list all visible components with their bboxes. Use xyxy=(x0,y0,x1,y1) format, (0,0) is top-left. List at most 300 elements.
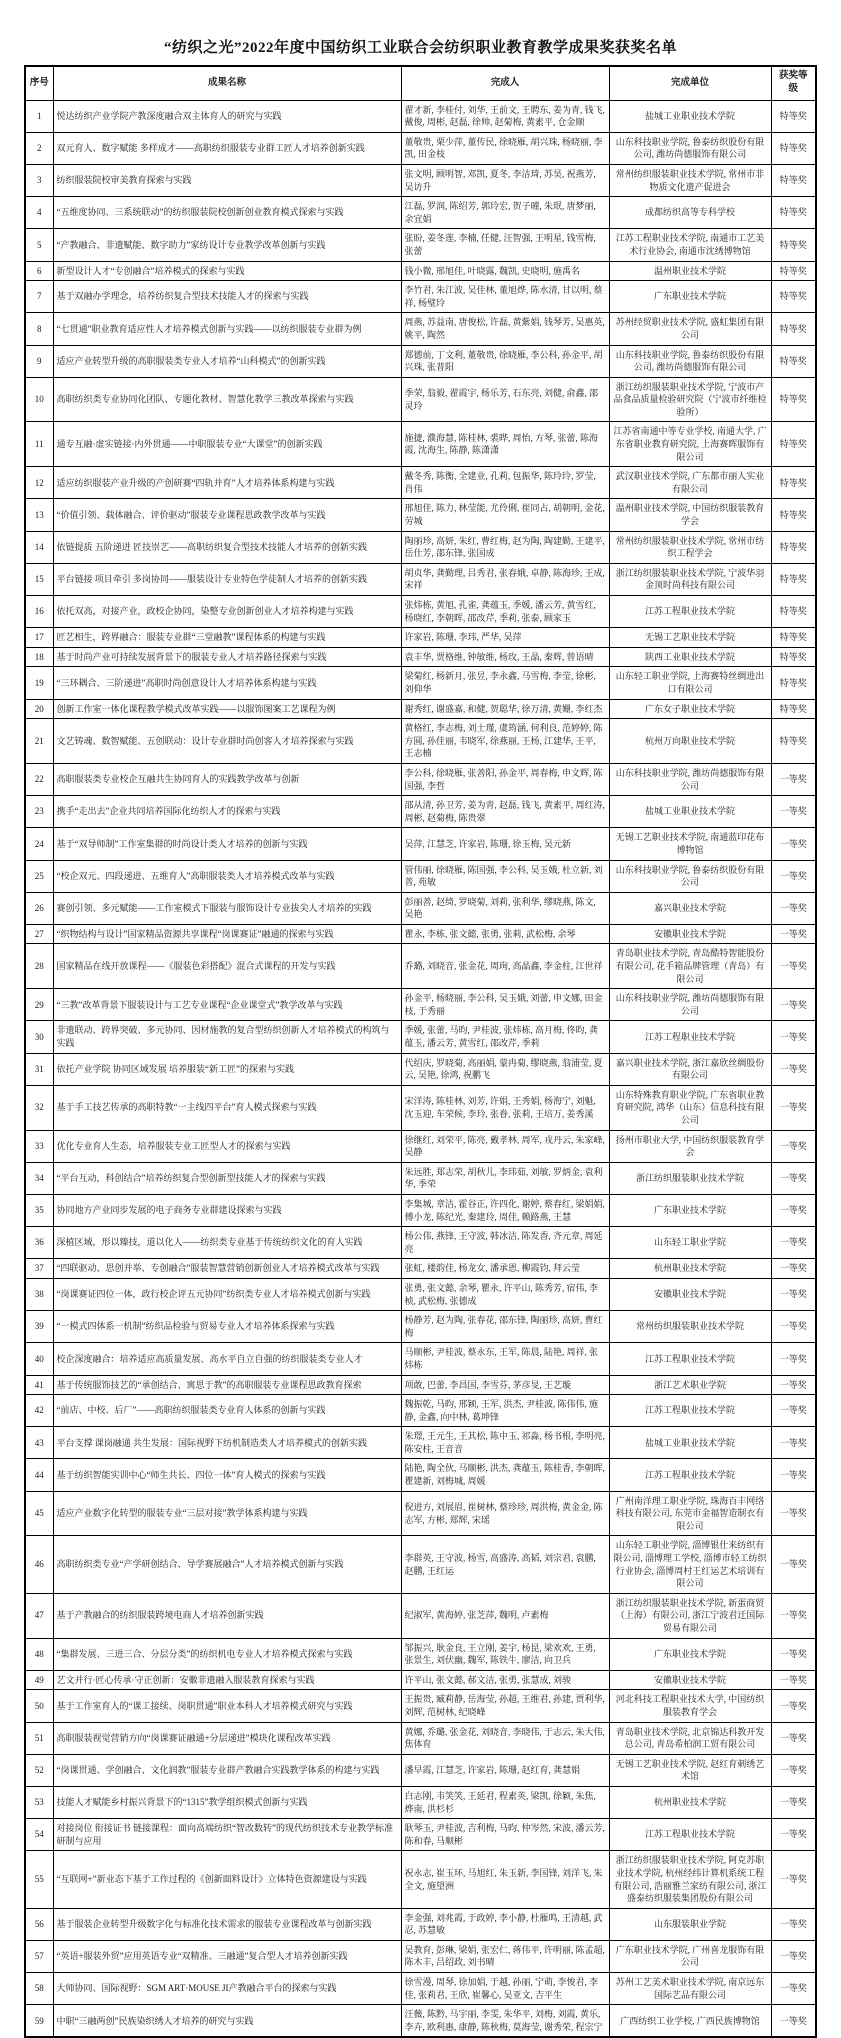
achievement-name-cell: 基于时尚产业可持续发展背景下的服装专业人才培养路径探索与实践 xyxy=(53,647,401,667)
completers-cell: 周燕, 苏益南, 唐俊松, 许磊, 黄紫娟, 钱琴芳, 吴惠英, 姚平, 陶然 xyxy=(401,313,609,345)
table-row xyxy=(25,563,816,595)
achievement-name-cell: 校企深度融合：培养适应高质量发展、高水平自立自强的纺织服装类专业人才 xyxy=(53,1343,401,1375)
completing-unit-cell: 浙江纺织服装职业技术学院, 宁波华羽金顶时尚科技有限公司 xyxy=(609,563,771,595)
completers-cell: 马顺彬, 尹桂波, 蔡永东, 王军, 陈晨, 陆艳, 周祥, 张炜栋 xyxy=(401,1343,609,1375)
award-level-cell: 一等奖 xyxy=(771,2005,816,2038)
table-row xyxy=(25,596,816,628)
awards-table-header xyxy=(25,66,816,100)
award-level-cell: 一等奖 xyxy=(771,944,816,989)
row-number-cell: 27 xyxy=(25,924,53,944)
completing-unit-cell: 广东职业技术学院 xyxy=(609,281,771,313)
completing-unit-cell: 广东职业技术学院, 广州喜龙服饰有限公司 xyxy=(609,1940,771,1972)
completers-cell: 徐继红, 刘荣平, 陈亮, 戴孝林, 周军, 戎丹云, 朱家峰, 吴静 xyxy=(401,1130,609,1162)
table-row xyxy=(25,628,816,648)
award-level-cell: 一等奖 xyxy=(771,1491,816,1536)
row-number-cell: 18 xyxy=(25,647,53,667)
award-level-cell: 一等奖 xyxy=(771,1536,816,1593)
row-number-cell: 55 xyxy=(25,1851,53,1908)
table-row xyxy=(25,531,816,563)
award-level-cell: 特等奖 xyxy=(771,596,816,628)
completing-unit-cell: 山东轻工职业学院 xyxy=(609,1227,771,1259)
completing-unit-cell: 浙江艺术职业学院 xyxy=(609,1375,771,1395)
completing-unit-cell: 常州纺织服装职业技术学院, 常州市纺织工程学会 xyxy=(609,531,771,563)
completers-cell: 魏振乾, 马昀, 邢颖, 王军, 洪杰, 尹桂波, 陈伟伟, 施静, 金鑫, 向中林, 葛坤锋 xyxy=(401,1395,609,1427)
table-row xyxy=(25,989,816,1021)
completing-unit-cell: 广东职业技术学院 xyxy=(609,1194,771,1226)
achievement-name-cell: 基于纺织智能实训中心“师生共长、四位一体”育人模式的探索与实践 xyxy=(53,1459,401,1491)
completing-unit-cell: 无锡工艺职业技术学院, 南通蓝印花布博物馆 xyxy=(609,828,771,860)
row-number-cell: 21 xyxy=(25,719,53,764)
completing-unit-cell: 江苏工程职业技术学院 xyxy=(609,1021,771,1053)
award-level-cell: 一等奖 xyxy=(771,1851,816,1908)
row-number-cell: 16 xyxy=(25,596,53,628)
completing-unit-cell: 常州纺织服装职业技术学院, 常州市非物质文化遗产促进会 xyxy=(609,164,771,196)
achievement-name-cell: 悦达纺织产业学院产教深度融合双主体育人的研究与实践 xyxy=(53,100,401,132)
table-row xyxy=(25,467,816,499)
completers-cell: 施捷, 濮海慧, 陈桂林, 裘晔, 周怡, 方琴, 张蕾, 陈海霞, 沈海生, 陈静, 陈潇潇 xyxy=(401,422,609,467)
achievement-name-cell: 基于双融办学理念，培养纺织复合型技术技能人才的探索与实践 xyxy=(53,281,401,313)
award-level-cell: 一等奖 xyxy=(771,1722,816,1754)
award-level-cell: 一等奖 xyxy=(771,1053,816,1085)
table-row xyxy=(25,1754,816,1786)
completing-unit-cell: 成都纺织高等专科学校 xyxy=(609,197,771,229)
completers-cell: 李集城, 章洁, 霍谷正, 许四化, 谢婷, 蔡春红, 梁娟娟, 傅小龙, 陈纪光, 秦建玲, 周佳, 赖路燕, 王慧 xyxy=(401,1194,609,1226)
row-number-cell: 28 xyxy=(25,944,53,989)
completers-cell: 杨公伟, 燕锋, 王守波, 韩冰洁, 陈发香, 齐元章, 周延亮 xyxy=(401,1227,609,1259)
completers-cell: 孙金平, 杨晓丽, 李公科, 吴玉娥, 刘蕾, 申文娜, 田金枝, 于秀丽 xyxy=(401,989,609,1021)
award-level-cell: 特等奖 xyxy=(771,229,816,261)
row-number-cell: 35 xyxy=(25,1194,53,1226)
table-row xyxy=(25,719,816,764)
award-level-cell: 一等奖 xyxy=(771,1427,816,1459)
table-row xyxy=(25,1690,816,1722)
table-row xyxy=(25,699,816,719)
achievement-name-cell: 双元育人、数字赋能 多样成才——高职纺织服装专业群工匠人才培养创新实践 xyxy=(53,132,401,164)
award-level-cell: 一等奖 xyxy=(771,1754,816,1786)
header-name: 成果名称 xyxy=(53,66,401,100)
table-row xyxy=(25,1278,816,1310)
achievement-name-cell: 通专互融·虚实链接·内外贯通——中职服装专业“大课堂”的创新实践 xyxy=(53,422,401,467)
completing-unit-cell: 江苏工程职业技术学院, 南通市工艺美术行业协会, 南通市沈绣博物馆 xyxy=(609,229,771,261)
completing-unit-cell: 河北科技工程职业技术大学, 中国纺织服装教育学会 xyxy=(609,1690,771,1722)
award-level-cell: 特等奖 xyxy=(771,377,816,422)
table-row xyxy=(25,1227,816,1259)
row-number-cell: 1 xyxy=(25,100,53,132)
completing-unit-cell: 江苏省南通中等专业学校, 南通大学, 广东省职业教育研究院, 上海赛晖服饰有限公司 xyxy=(609,422,771,467)
award-level-cell: 一等奖 xyxy=(771,763,816,795)
completing-unit-cell: 青岛职业技术学院, 青岛酷特智能股份有限公司, 花手箱品牌管理（青岛）有限公司 xyxy=(609,944,771,989)
award-level-cell: 特等奖 xyxy=(771,531,816,563)
achievement-name-cell: 对接岗位 衔接证书 链接课程：面向高端纺织“智改数转”的现代纺织技术专业教学标准研制与应用 xyxy=(53,1819,401,1851)
award-level-cell: 一等奖 xyxy=(771,1819,816,1851)
completing-unit-cell: 山东科技职业学院, 潍坊尚德服饰有限公司 xyxy=(609,989,771,1021)
table-row xyxy=(25,261,816,281)
achievement-name-cell: “集群发展、三进三合、分层分类”的纺织机电专业人才培养模式探索与实践 xyxy=(53,1638,401,1670)
achievement-name-cell: 赛创引领、多元赋能——工作室模式下服装与服饰设计专业拔尖人才培养的实践 xyxy=(53,892,401,924)
row-number-cell: 54 xyxy=(25,1819,53,1851)
table-row xyxy=(25,281,816,313)
row-number-cell: 11 xyxy=(25,422,53,467)
table-row xyxy=(25,860,816,892)
completers-cell: 季荣, 翁毅, 翟霞宇, 杨乐芳, 石东亮, 刘健, 俞鑫, 邵灵玲 xyxy=(401,377,609,422)
row-number-cell: 32 xyxy=(25,1085,53,1130)
achievement-name-cell: “价值引领、载体融合、评价驱动”服装专业课程思政教学改革与实践 xyxy=(53,499,401,531)
table-row xyxy=(25,892,816,924)
row-number-cell: 30 xyxy=(25,1021,53,1053)
row-number-cell: 24 xyxy=(25,828,53,860)
award-level-cell: 一等奖 xyxy=(771,1670,816,1690)
row-number-cell: 40 xyxy=(25,1343,53,1375)
completers-cell: 江磊, 罗润, 陈绍芳, 郭玲宏, 贺子曈, 朱珉, 唐梦丽, 余宜娟 xyxy=(401,197,609,229)
completers-cell: 纪淑军, 黄海婷, 张芝萍, 魏明, 卢素梅 xyxy=(401,1593,609,1638)
completers-cell: 邢旭佳, 陈力, 林莹能, 尤伶俐, 崔同占, 胡朝明, 金花, 劳城 xyxy=(401,499,609,531)
row-number-cell: 34 xyxy=(25,1162,53,1194)
completing-unit-cell: 浙江纺织服装职业技术学院, 新蛋商贸（上海）有限公司, 浙江宁波君迁国际贸易有限公司 xyxy=(609,1593,771,1638)
table-row xyxy=(25,1375,816,1395)
completers-cell: 董敬贵, 栗少萍, 董传民, 徐晓雁, 胡兴珠, 杨晓丽, 李凯, 田金枝 xyxy=(401,132,609,164)
completing-unit-cell: 广东女子职业技术学院 xyxy=(609,699,771,719)
completers-cell: 吴教育, 彭琳, 梁娟, 张宏仁, 蒋伟平, 许明丽, 陈孟超, 陈木丰, 吕绍政, 刘书晴 xyxy=(401,1940,609,1972)
completers-cell: 季媛, 张蕾, 马昀, 尹桂波, 张炜栋, 高月梅, 佟昀, 龚蕴玉, 潘云芳, 黄雪红, 邵改芹, 季莉 xyxy=(401,1021,609,1053)
award-level-cell: 一等奖 xyxy=(771,1908,816,1940)
awards-table xyxy=(24,65,817,2038)
table-row xyxy=(25,164,816,196)
completing-unit-cell: 嘉兴职业技术学院 xyxy=(609,892,771,924)
row-number-cell: 52 xyxy=(25,1754,53,1786)
completers-cell: 戴冬秀, 陈衡, 全建业, 孔莉, 包振华, 陈玲玲, 罗莹, 肖伟 xyxy=(401,467,609,499)
completers-cell: 管伟丽, 徐晓雁, 陈国强, 李公科, 吴玉娥, 杜立新, 刘普, 苑敏 xyxy=(401,860,609,892)
completers-cell: 邹振兴, 耿金良, 王立刚, 姜宇, 杨昆, 梁欢欢, 王勇, 张景生, 刘伏幽, 魏军, 陈铁牛, 廖洁, 向卫兵 xyxy=(401,1638,609,1670)
award-level-cell: 一等奖 xyxy=(771,1375,816,1395)
completers-cell: 李金强, 刘兆霞, 于政婷, 李小静, 杜雁鸣, 王清越, 武忍, 苏慧敏 xyxy=(401,1908,609,1940)
completers-cell: 黄娜, 乔璐, 张金花, 刘晓音, 李晓伟, 于志云, 朱大伟, 焦体育 xyxy=(401,1722,609,1754)
row-number-cell: 17 xyxy=(25,628,53,648)
row-number-cell: 13 xyxy=(25,499,53,531)
achievement-name-cell: “平台互动，科创结合”培养纺织复合型创新型技能人才的探索与实践 xyxy=(53,1162,401,1194)
achievement-name-cell: 适应产业转型升级的高职服装类专业人才培养“山科模式”的创新实践 xyxy=(53,345,401,377)
award-level-cell: 一等奖 xyxy=(771,1085,816,1130)
completers-cell: 乔璐, 刘晓音, 张金花, 周珣, 高晶鑫, 李金柱, 江世祥 xyxy=(401,944,609,989)
completing-unit-cell: 安徽职业技术学院 xyxy=(609,1670,771,1690)
row-number-cell: 20 xyxy=(25,699,53,719)
table-row xyxy=(25,1395,816,1427)
award-level-cell: 特等奖 xyxy=(771,467,816,499)
row-number-cell: 6 xyxy=(25,261,53,281)
completing-unit-cell: 广西纺织工业学校, 广西民族博物馆 xyxy=(609,2005,771,2038)
award-level-cell: 一等奖 xyxy=(771,1311,816,1343)
completing-unit-cell: 杭州职业技术学院 xyxy=(609,1259,771,1279)
row-number-cell: 41 xyxy=(25,1375,53,1395)
row-number-cell: 2 xyxy=(25,132,53,164)
completers-cell: 胡贞华, 龚勤理, 吕秀君, 张春娥, 卓静, 陈海珍, 王成, 宋祥 xyxy=(401,563,609,595)
achievement-name-cell: 基于“双导师制”工作室集群的时尚设计类人才培养的创新与实践 xyxy=(53,828,401,860)
award-level-cell: 特等奖 xyxy=(771,164,816,196)
achievement-name-cell: 协同地方产业同步发展的电子商务专业群建设探索与实践 xyxy=(53,1194,401,1226)
achievement-name-cell: 依链提质 五阶递进 匠技崇艺——高职纺织复合型技术技能人才培养的创新实践 xyxy=(53,531,401,563)
row-number-cell: 14 xyxy=(25,531,53,563)
row-number-cell: 5 xyxy=(25,229,53,261)
award-level-cell: 一等奖 xyxy=(771,1638,816,1670)
achievement-name-cell: 非遗联动、跨界突破、多元协同、因材施教的复合型纺织创新人才培养模式的构筑与实践 xyxy=(53,1021,401,1053)
row-number-cell: 26 xyxy=(25,892,53,924)
award-level-cell: 一等奖 xyxy=(771,1395,816,1427)
completing-unit-cell: 武汉职业技术学院, 广东都市丽人实业有限公司 xyxy=(609,467,771,499)
award-level-cell: 一等奖 xyxy=(771,1786,816,1818)
completing-unit-cell: 江苏工程职业技术学院 xyxy=(609,1819,771,1851)
achievement-name-cell: 高职服装视觉营销方向“岗课赛证融通+分层递进”模块化课程改革实践 xyxy=(53,1722,401,1754)
table-row xyxy=(25,1427,816,1459)
achievement-name-cell: 匠艺相生，跨界融合：服装专业群“三堂融教”课程体系的构建与实践 xyxy=(53,628,401,648)
row-number-cell: 33 xyxy=(25,1130,53,1162)
row-number-cell: 39 xyxy=(25,1311,53,1343)
completers-cell: 郑德前, 丁文利, 董敬贵, 徐晓雁, 李公科, 孙金平, 胡兴珠, 张普阳 xyxy=(401,345,609,377)
achievement-name-cell: “七贯通”职业教育适应性人才培养模式创新与实践——以纺织服装专业群为例 xyxy=(53,313,401,345)
row-number-cell: 7 xyxy=(25,281,53,313)
row-number-cell: 29 xyxy=(25,989,53,1021)
completers-cell: 代绍庆, 罗晓菊, 高丽娟, 蒙冉菊, 缪晓燕, 翁浦莹, 夏云, 吴艳, 徐鸿, 祝鹏飞 xyxy=(401,1053,609,1085)
table-row xyxy=(25,1459,816,1491)
row-number-cell: 19 xyxy=(25,667,53,699)
completing-unit-cell: 杭州万向职业技术学院 xyxy=(609,719,771,764)
table-row xyxy=(25,796,816,828)
achievement-name-cell: “前店、中校、后厂”——高职纺织服装类专业育人体系的创新与实践 xyxy=(53,1395,401,1427)
award-level-cell: 一等奖 xyxy=(771,828,816,860)
completing-unit-cell: 浙江纺织服装职业技术学院 xyxy=(609,1162,771,1194)
table-row xyxy=(25,1491,816,1536)
award-level-cell: 一等奖 xyxy=(771,1459,816,1491)
header-no: 序号 xyxy=(25,66,53,100)
table-row xyxy=(25,422,816,467)
achievement-name-cell: “互联网+”新业态下基于工作过程的《创新面料设计》立体特色资源建设与实践 xyxy=(53,1851,401,1908)
table-row xyxy=(25,2005,816,2038)
award-level-cell: 特等奖 xyxy=(771,699,816,719)
achievement-name-cell: “岗课赛证四位一体，政行校企评五元协同”纺织类专业人才培养模式创新与实践 xyxy=(53,1278,401,1310)
completing-unit-cell: 安徽职业技术学院 xyxy=(609,1278,771,1310)
completers-cell: 钱小微, 邢旭佳, 叶晓露, 魏凯, 史晓明, 施禹名 xyxy=(401,261,609,281)
achievement-name-cell: 国家精品在线开放课程——《服装色彩搭配》混合式课程的开发与实践 xyxy=(53,944,401,989)
award-level-cell: 一等奖 xyxy=(771,1973,816,2005)
award-level-cell: 一等奖 xyxy=(771,892,816,924)
award-level-cell: 特等奖 xyxy=(771,647,816,667)
row-number-cell: 36 xyxy=(25,1227,53,1259)
table-row xyxy=(25,313,816,345)
award-level-cell: 特等奖 xyxy=(771,563,816,595)
table-row xyxy=(25,345,816,377)
completers-cell: 袁丰华, 贾格维, 钟敏维, 杨玫, 王晶, 秦辉, 曾语晴 xyxy=(401,647,609,667)
table-row xyxy=(25,1851,816,1908)
completers-cell: 许平山, 张文懿, 郝文洁, 张勇, 张慧成, 刘骏 xyxy=(401,1670,609,1690)
award-level-cell: 特等奖 xyxy=(771,719,816,764)
table-row xyxy=(25,1908,816,1940)
completers-cell: 张勇, 张文懿, 余琴, 瞿永, 许平山, 陈秀芳, 宿伟, 李桢, 武松梅, 张德成 xyxy=(401,1278,609,1310)
achievement-name-cell: “校企双元、四段递进、五维育人”高职服装类人才培养模式改革与实践 xyxy=(53,860,401,892)
completing-unit-cell: 扬州市职业大学, 中国纺织服装教育学会 xyxy=(609,1130,771,1162)
award-level-cell: 特等奖 xyxy=(771,499,816,531)
achievement-name-cell: “织物结构与设计”国家精品资源共享课程“岗课赛证”融通的探索与实践 xyxy=(53,924,401,944)
completers-cell: 彭丽善, 赵绮, 罗晓菊, 刘莉, 张利华, 缪晓燕, 陈文, 吴艳 xyxy=(401,892,609,924)
table-row xyxy=(25,1638,816,1670)
award-level-cell: 特等奖 xyxy=(771,667,816,699)
achievement-name-cell: 基于产教融合的纺织服装跨境电商人才培养创新实践 xyxy=(53,1593,401,1638)
achievement-name-cell: 基于工作室育人的“课工接续、岗职贯通”职业本科人才培养模式研究与实践 xyxy=(53,1690,401,1722)
achievement-name-cell: 依托产业学院 协同区域发展 培养服装“新工匠”的探索与实践 xyxy=(53,1053,401,1085)
completers-cell: 祝永志, 崔玉环, 马旭红, 朱玉新, 李国锋, 刘洋飞, 朱全文, 施望洲 xyxy=(401,1851,609,1908)
award-level-cell: 一等奖 xyxy=(771,1690,816,1722)
table-row xyxy=(25,132,816,164)
completing-unit-cell: 江苏工程职业技术学院 xyxy=(609,1459,771,1491)
row-number-cell: 22 xyxy=(25,763,53,795)
header-org: 完成单位 xyxy=(609,66,771,100)
row-number-cell: 31 xyxy=(25,1053,53,1085)
table-row xyxy=(25,924,816,944)
achievement-name-cell: 依托双高，对接产业，政校企协同，染整专业创新创业人才培养构建与实践 xyxy=(53,596,401,628)
completing-unit-cell: 山东轻工职业学院, 上海赛特丝绸进出口有限公司 xyxy=(609,667,771,699)
completing-unit-cell: 无锡工艺职业技术学院, 赵红育刺绣艺术馆 xyxy=(609,1754,771,1786)
achievement-name-cell: 新型设计人才“专创融合”培养模式的探索与实践 xyxy=(53,261,401,281)
row-number-cell: 12 xyxy=(25,467,53,499)
achievement-name-cell: 高职纺织类专业协同化团队、专题化教材、智慧化教学三教改革探索与实践 xyxy=(53,377,401,422)
achievement-name-cell: “四联驱动、思创并举、专创融合”服装智慧营销创新创业人才培养模式改革与实践 xyxy=(53,1259,401,1279)
completers-cell: 潘早霞, 江慧芝, 许家岩, 陈珊, 赵红育, 龚慧娟 xyxy=(401,1754,609,1786)
row-number-cell: 57 xyxy=(25,1940,53,1972)
completers-cell: 李公科, 徐晓雁, 张善阳, 孙金平, 周春梅, 申文辉, 陈国强, 李哲 xyxy=(401,763,609,795)
achievement-name-cell: 携手“走出去”企业共同培养国际化纺织人才的探索与实践 xyxy=(53,796,401,828)
table-row xyxy=(25,1130,816,1162)
completing-unit-cell: 广州南洋理工职业学院, 珠海百丰网络科技有限公司, 东莞市金福智造制衣有限公司 xyxy=(609,1491,771,1536)
completing-unit-cell: 广东职业技术学院 xyxy=(609,1638,771,1670)
row-number-cell: 10 xyxy=(25,377,53,422)
award-level-cell: 一等奖 xyxy=(771,860,816,892)
achievement-name-cell: 适应纺织服装产业升级的产创研赛“四轨并育”人才培养体系构建与实践 xyxy=(53,467,401,499)
completers-cell: 倪进方, 刘展眉, 崔树林, 蔡珍珍, 周洪梅, 黄金金, 陈志军, 方彬, 郑辉, 宋瑶 xyxy=(401,1491,609,1536)
achievement-name-cell: 高职服装类专业校企互融共生协同育人的实践教学改革与创新 xyxy=(53,763,401,795)
completers-cell: 谢秀红, 谢盛嘉, 和健, 贺聪华, 徐万清, 黄姗, 李红杰 xyxy=(401,699,609,719)
table-row xyxy=(25,1085,816,1130)
table-row xyxy=(25,100,816,132)
award-level-cell: 特等奖 xyxy=(771,345,816,377)
completing-unit-cell: 山东特殊教育职业学院, 广东省职业教育研究院, 鸿华（山东）信息科技有限公司 xyxy=(609,1085,771,1130)
completing-unit-cell: 浙江纺织服装职业技术学院, 阿克苏职业技术学院, 杭州经纬计算机系统工程有限公司, 浩丽雅兰家纺有限公司, 浙江盛泰纺织服装集团股份有限公司 xyxy=(609,1851,771,1908)
completing-unit-cell: 山东轻工职业学院, 淄博银仕来纺织有限公司, 淄博理工学校, 淄博市轻工纺织行业协会, 淄博周村王红运艺术培训有限公司 xyxy=(609,1536,771,1593)
achievement-name-cell: “产教融合、非遗赋能、数字助力”家纺设计专业教学改革创新与实践 xyxy=(53,229,401,261)
achievement-name-cell: 深植区域，形以臻技，道以化人——纺织类专业基于传统纺织文化的育人实践 xyxy=(53,1227,401,1259)
row-number-cell: 3 xyxy=(25,164,53,196)
table-row xyxy=(25,647,816,667)
award-level-cell: 一等奖 xyxy=(771,924,816,944)
row-number-cell: 51 xyxy=(25,1722,53,1754)
completing-unit-cell: 盐城工业职业技术学院 xyxy=(609,796,771,828)
table-row xyxy=(25,1021,816,1053)
completers-cell: 梁菊红, 杨新月, 张昱, 李永鑫, 马雪梅, 李莹, 徐彬, 刘仰华 xyxy=(401,667,609,699)
table-row xyxy=(25,1259,816,1279)
completing-unit-cell: 盐城工业职业技术学院 xyxy=(609,1427,771,1459)
completing-unit-cell: 常州纺织服装职业技术学院 xyxy=(609,1311,771,1343)
achievement-name-cell: 创新工作室一体化课程教学模式改革实践——以服饰图案工艺课程为例 xyxy=(53,699,401,719)
achievement-name-cell: 中职“三融两创”民族染织绣人才培养的研究与实践 xyxy=(53,2005,401,2038)
achievement-name-cell: “三教”改革背景下服装设计与工艺专业课程“企业课堂式”教学改革与实践 xyxy=(53,989,401,1021)
achievement-name-cell: “三环耦合、三阶递进”高职时尚创意设计人才培养体系构建与实践 xyxy=(53,667,401,699)
table-row xyxy=(25,763,816,795)
award-level-cell: 特等奖 xyxy=(771,261,816,281)
table-row xyxy=(25,197,816,229)
completers-cell: 许家岩, 陈珊, 李玮, 严华, 吴萍 xyxy=(401,628,609,648)
achievement-name-cell: 平台链接 项目牵引 多岗协同——服装设计专业特色学徒制人才培养的创新实践 xyxy=(53,563,401,595)
completers-cell: 白志刚, 韦笑笑, 王延君, 程素英, 梁凯, 徐颖, 朱焦, 烨南, 洪杉杉 xyxy=(401,1786,609,1818)
award-level-cell: 一等奖 xyxy=(771,1593,816,1638)
table-row xyxy=(25,377,816,422)
completing-unit-cell: 山东服装职业学院 xyxy=(609,1908,771,1940)
completers-cell: 翟才新, 李桂付, 刘华, 王前文, 王聘东, 姜为青, 钱飞, 戴俊, 周彬, 赵磊, 徐帅, 赵菊梅, 黄素平, 仓金顺 xyxy=(401,100,609,132)
award-level-cell: 一等奖 xyxy=(771,1194,816,1226)
row-number-cell: 47 xyxy=(25,1593,53,1638)
awards-table-body xyxy=(25,100,816,2037)
completing-unit-cell: 陕西工业职业技术学院 xyxy=(609,647,771,667)
table-row xyxy=(25,499,816,531)
completers-cell: 宋洋涛, 陈桂林, 刘芳, 许娟, 王秀娟, 杨海宁, 刘魁, 沈玉迎, 车荣候, 李玲, 张眷, 张莉, 王培万, 姜秀溪 xyxy=(401,1085,609,1130)
completing-unit-cell: 苏州经贸职业技术学院, 盛虹集团有限公司 xyxy=(609,313,771,345)
completers-cell: 项敢, 巴蕾, 李昌国, 李雪芬, 茅彦旻, 王艺璇 xyxy=(401,1375,609,1395)
row-number-cell: 59 xyxy=(25,2005,53,2038)
table-row xyxy=(25,1194,816,1226)
achievement-name-cell: “岗课贯通、学创融合、文化润教”服装专业群产教融合实践教学体系的构建与实践 xyxy=(53,1754,401,1786)
completing-unit-cell: 江苏工程职业技术学院 xyxy=(609,1343,771,1375)
table-row xyxy=(25,1819,816,1851)
completing-unit-cell: 苏州工艺美术职业技术学院, 南京远东国际艺品有限公司 xyxy=(609,1973,771,2005)
completers-cell: 李竹君, 朱江波, 吴佳林, 董旭烨, 陈水清, 甘以明, 蔡祥, 杨璧玲 xyxy=(401,281,609,313)
award-level-cell: 特等奖 xyxy=(771,422,816,467)
table-row xyxy=(25,828,816,860)
completing-unit-cell: 浙江纺织服装职业技术学院, 宁波市产品食品质量检验研究院（宁波市纤维检验所） xyxy=(609,377,771,422)
achievement-name-cell: 基于服装企业转型升级数字化与标准化技术需求的服装专业课程改革与创新实践 xyxy=(53,1908,401,1940)
table-row xyxy=(25,1973,816,2005)
achievement-name-cell: 纺织服装院校审美教育探索与实践 xyxy=(53,164,401,196)
table-row xyxy=(25,1536,816,1593)
achievement-name-cell: 艺文并行·匠心传承·守正创新：安徽非遗融入服装教育探索与实践 xyxy=(53,1670,401,1690)
completing-unit-cell: 青岛职业技术学院, 北京锦达科教开发总公司, 青岛希柏润工贸有限公司 xyxy=(609,1722,771,1754)
completers-cell: 朱璟, 王元生, 王其松, 陈中玉, 祁淼, 杨书根, 李明亮, 陈安柱, 王音音 xyxy=(401,1427,609,1459)
completing-unit-cell: 山东科技职业学院, 鲁泰纺织股份有限公司, 潍坊尚德服饰有限公司 xyxy=(609,345,771,377)
table-row xyxy=(25,944,816,989)
achievement-name-cell: 文艺铸魂、数智赋能、五创联动：设计专业群时尚创客人才培养探索与实践 xyxy=(53,719,401,764)
completers-cell: 李群英, 王守波, 杨雪, 高盛涛, 高韬, 刘宗君, 袁鹏, 赵鹏, 王红运 xyxy=(401,1536,609,1593)
row-number-cell: 25 xyxy=(25,860,53,892)
row-number-cell: 42 xyxy=(25,1395,53,1427)
row-number-cell: 15 xyxy=(25,563,53,595)
completers-cell: 徐雪漫, 周琴, 徐加娟, 于越, 孙丽, 宁萌, 李悛君, 李佳, 张莉君, 王欣, 崔馨心, 吴亚文, 吉平生 xyxy=(401,1973,609,2005)
achievement-name-cell: 高职纺织类专业“产学研创结合、导学赛展融合”人才培养模式创新与实践 xyxy=(53,1536,401,1593)
completers-cell: 张虹, 楼韵佳, 杨龙女, 潘承恩, 柳霞钧, 拜云莹 xyxy=(401,1259,609,1279)
completers-cell: 张文明, 顾明智, 邓凯, 夏冬, 李洁琦, 苏昊, 祝燕芳, 吴访升 xyxy=(401,164,609,196)
award-level-cell: 一等奖 xyxy=(771,989,816,1021)
award-level-cell: 一等奖 xyxy=(771,1130,816,1162)
completers-cell: 吴萍, 江慧芝, 许家岩, 陈珊, 徐玉梅, 吴元新 xyxy=(401,828,609,860)
achievement-name-cell: 优化专业育人生态，培养服装专业工匠型人才的探索与实践 xyxy=(53,1130,401,1162)
row-number-cell: 4 xyxy=(25,197,53,229)
award-level-cell: 特等奖 xyxy=(771,132,816,164)
header-people: 完成人 xyxy=(401,66,609,100)
row-number-cell: 38 xyxy=(25,1278,53,1310)
table-row xyxy=(25,1940,816,1972)
completing-unit-cell: 温州职业技术学院, 中国纺织服装教育学会 xyxy=(609,499,771,531)
achievement-name-cell: “一模式四体系一机制”纺织品检验与贸易专业人才培养体系探索与实践 xyxy=(53,1311,401,1343)
completing-unit-cell: 江苏工程职业技术学院 xyxy=(609,1395,771,1427)
row-number-cell: 45 xyxy=(25,1491,53,1536)
award-level-cell: 一等奖 xyxy=(771,1343,816,1375)
award-level-cell: 一等奖 xyxy=(771,1021,816,1053)
row-number-cell: 23 xyxy=(25,796,53,828)
table-row xyxy=(25,1722,816,1754)
completers-cell: 陆艳, 陶全伙, 马顺彬, 洪杰, 龚蕴玉, 陈桂香, 李朝晖, 瞿建新, 刘梅城, 周媛 xyxy=(401,1459,609,1491)
